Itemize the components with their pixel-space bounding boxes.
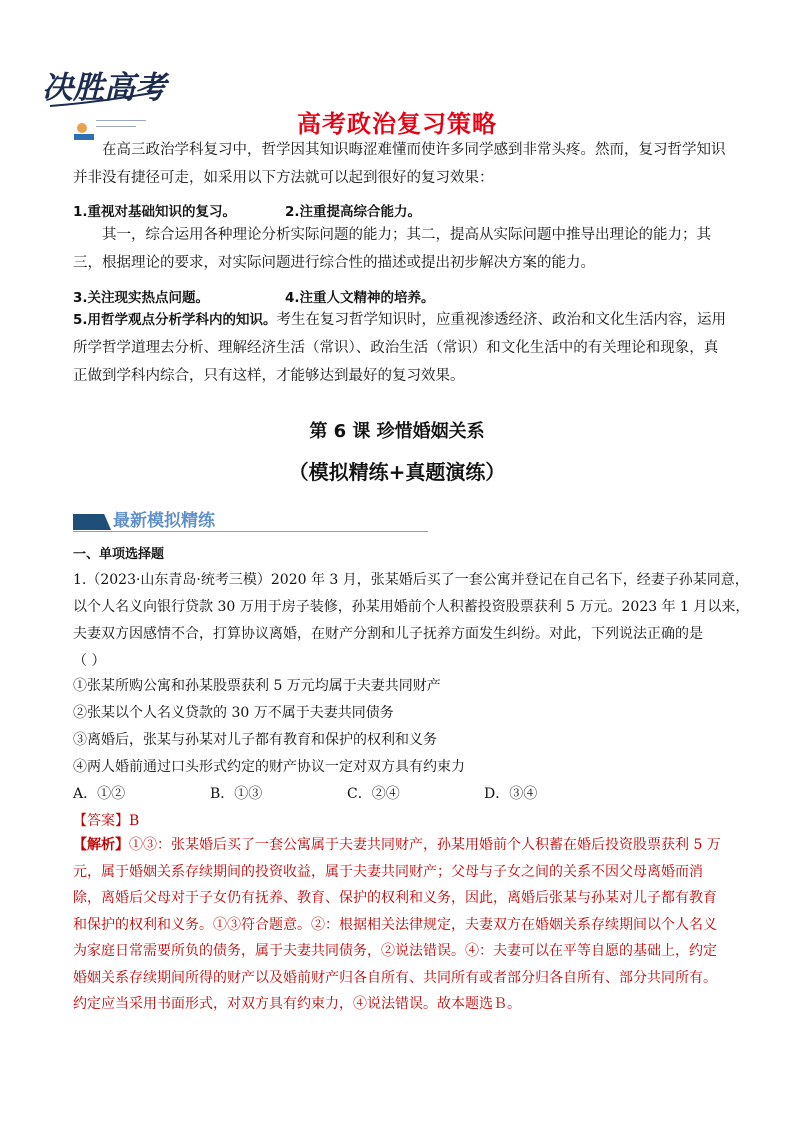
- option-a: A．①②: [73, 786, 126, 802]
- lesson-title: 第 6 课 珍惜婚姻关系: [309, 421, 485, 442]
- statement-4: ④两人婚前通过口头形式约定的财产协议一定对双方具有约束力: [73, 759, 465, 775]
- statement-1: ①张某所购公寓和孙某股票获利 5 万元均属于夫妻共同财产: [73, 678, 441, 694]
- question-stem-line: 以个人名义向银行贷款 30 万用于房子装修，孙某用婚前个人积蓄投资股票获利 5 万元。2023 年 1 月以来，: [73, 599, 750, 615]
- answer-value: B: [129, 813, 140, 829]
- point-1: 1.重视对基础知识的复习。: [73, 204, 237, 220]
- question-stem-line: （ ）: [73, 653, 106, 669]
- point-2: 2.注重提高综合能力。: [285, 204, 422, 220]
- page-title: 高考政治复习策略: [297, 110, 497, 138]
- option-b: B．①③: [210, 786, 263, 802]
- statement-2: ②张某以个人名义贷款的 30 万不属于夫妻共同债务: [73, 705, 394, 721]
- intro-paragraph: 在高三政治学科复习中，哲学因其知识晦涩难懂而使许多同学感到非常头疼。然而，复习哲学知识并非没有捷径可走，如采用以下方法就可以起到很好的复习效果：: [73, 142, 726, 186]
- point-5: 5.用哲学观点分析学科内的知识。: [73, 312, 277, 328]
- option-d: D．③④: [484, 786, 538, 802]
- answer-line: [73, 810, 139, 830]
- analysis-label: 【解析】: [73, 837, 129, 853]
- analysis-paragraph: [73, 832, 723, 1018]
- point-4: 4.注重人文精神的培养。: [285, 290, 435, 306]
- banner-underline: [73, 531, 428, 532]
- statement-3: ③离婚后，张某与孙某对儿子都有教育和保护的权利和义务: [73, 732, 437, 748]
- section-title: 一、单项选择题: [73, 547, 165, 562]
- point-3: 3.关注现实热点问题。: [73, 290, 210, 306]
- point-5-text: 考生在复习哲学知识时，应重视渗透经济、政治和文化生活内容，运用所学哲学道理去分析、理解经济生活（常识）、政治生活（常识）和文化生活中的有关理论和现象，真正做到学科内综合，只有这样，才能够达到最好的复习效果。: [73, 312, 727, 384]
- banner-text: 最新模拟精练: [113, 511, 215, 531]
- banner-bar: [73, 514, 111, 530]
- analysis-text: ①③：张某婚后买了一套公寓属于夫妻共同财产，孙某用婚前个人积蓄在婚后投资股票获利 5 万元，属于婚姻关系存续期间的投资收益，属于夫妻共同财产；父母与子女之间的关系不因父母离婚而消除，离婚后父母对于子女仍有抚养、教育、保护的权利和义务，因此，离婚后张某与孙某对儿子都有教育和保护的权利和义务。①③符合题意。②：根据相关法律规定，夫妻双方在婚姻关系存续期间以个人名义为家庭日常需要所负的债务，属于夫妻共同债务，②说法错误。④：夫妻可以在平等自愿的基础上，约定婚姻关系存续期间所得的财产以及婚前财产归各自所有、共同所有或者部分归各自所有、部分共同所有。约定应当采用书面形式，对双方具有约束力，④说法错误。故本题选Ｂ。: [73, 837, 721, 1012]
- point-5-paragraph: [73, 306, 728, 390]
- section-banner: [73, 506, 433, 532]
- question-stem-line: 夫妻双方因感情不合，打算协议离婚，在财产分割和儿子抚养方面发生纠纷。对此，下列说法正确的是: [73, 626, 703, 642]
- logo-text: 决胜高考: [42, 70, 166, 106]
- option-c: C．②④: [347, 786, 400, 802]
- lesson-subtitle: （模拟精练+真题演练）: [288, 460, 506, 484]
- ability-paragraph: 其一，综合运用各种理论分析实际问题的能力；其二，提高从实际问题中推导出理论的能力；其三，根据理论的要求，对实际问题进行综合性的描述或提出初步解决方案的能力。: [73, 227, 711, 271]
- answer-label: 【答案】: [73, 813, 129, 829]
- question-stem-line: 1.（2023·山东青岛·统考三模）2020 年 3 月，张某婚后买了一套公寓并登记在自己名下，经妻子孙某同意，: [73, 572, 749, 588]
